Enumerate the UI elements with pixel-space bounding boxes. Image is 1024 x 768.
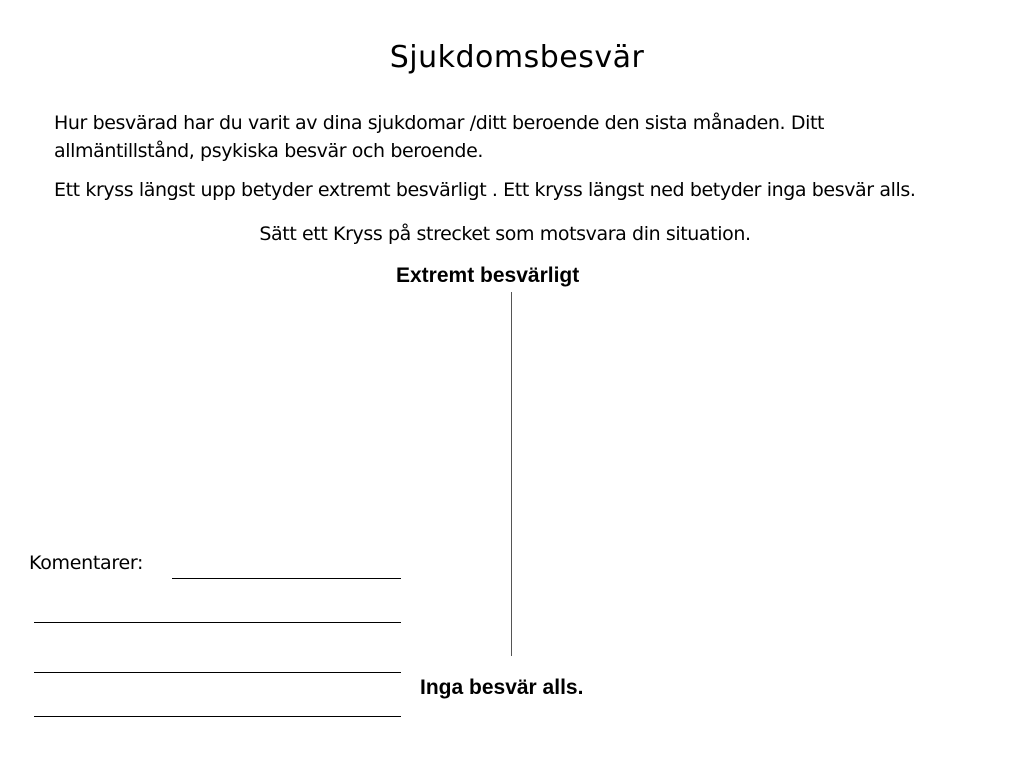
intro-paragraph-question: Hur besvärad har du varit av dina sjukdomar /ditt beroende den sista månaden. Ditt allmäntillstånd, psykiska besvär och beroende. bbox=[54, 112, 825, 162]
intro-paragraph-scale-explanation: Ett kryss längst upp betyder extremt besvärligt . Ett kryss längst ned betyder inga besvär alls. bbox=[54, 179, 916, 201]
page-title: Sjukdomsbesvär bbox=[389, 40, 645, 75]
comment-line-3[interactable] bbox=[34, 672, 401, 673]
scale-top-label: Extremt besvärligt bbox=[396, 264, 580, 287]
scale-bottom-label: Inga besvär alls. bbox=[420, 676, 584, 699]
instruction-text: Sätt ett Kryss på strecket som motsvara din situation. bbox=[259, 223, 751, 245]
comment-line-1[interactable] bbox=[172, 578, 401, 579]
severity-scale-line[interactable] bbox=[511, 292, 512, 656]
comment-line-4[interactable] bbox=[34, 716, 401, 717]
comment-line-2[interactable] bbox=[34, 622, 401, 623]
comments-label: Komentarer: bbox=[29, 552, 144, 574]
